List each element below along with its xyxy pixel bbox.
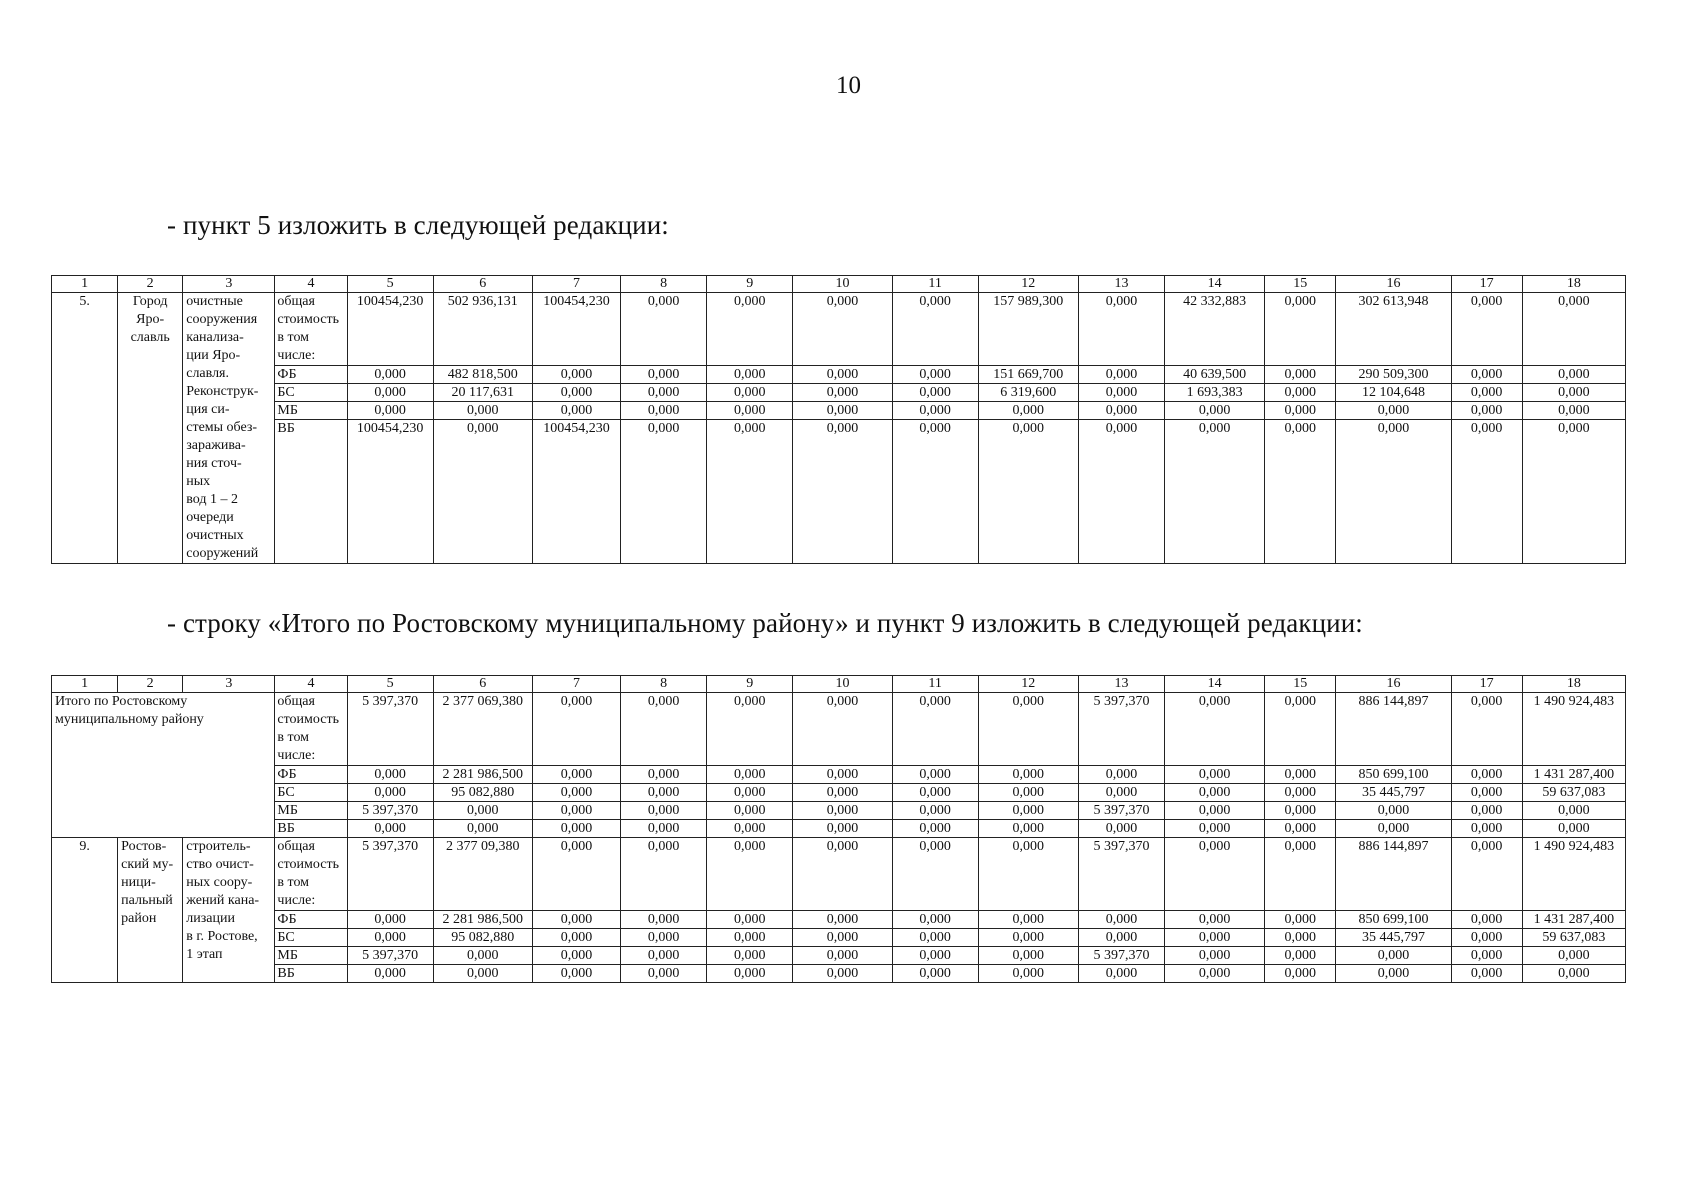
value-cell: 0,000 — [532, 384, 620, 402]
column-number-cell: 17 — [1451, 276, 1522, 293]
funding-source-label: МБ — [275, 947, 347, 965]
column-number-cell: 17 — [1451, 676, 1522, 693]
column-number-cell: 12 — [978, 276, 1078, 293]
value-cell: 0,000 — [892, 366, 978, 384]
value-cell: 0,000 — [892, 802, 978, 820]
column-number-cell: 9 — [707, 676, 793, 693]
value-cell: 0,000 — [532, 693, 620, 766]
funding-source-label: МБ — [275, 802, 347, 820]
value-cell: 0,000 — [1265, 838, 1336, 911]
value-cell: 1 693,383 — [1165, 384, 1265, 402]
value-cell: 0,000 — [1265, 693, 1336, 766]
column-number-cell: 1 — [52, 276, 118, 293]
column-number-cell: 18 — [1522, 276, 1625, 293]
column-number-cell: 11 — [892, 676, 978, 693]
value-cell: 482 818,500 — [433, 366, 532, 384]
value-cell: 0,000 — [1265, 929, 1336, 947]
column-number-cell: 3 — [183, 276, 275, 293]
value-cell: 0,000 — [793, 384, 892, 402]
value-cell: 0,000 — [707, 766, 793, 784]
value-cell: 0,000 — [347, 965, 433, 983]
column-number-cell: 10 — [793, 276, 892, 293]
value-cell: 5 397,370 — [347, 802, 433, 820]
table-row — [52, 838, 1626, 911]
value-cell: 0,000 — [793, 929, 892, 947]
value-cell: 0,000 — [1451, 929, 1522, 947]
value-cell: 0,000 — [347, 766, 433, 784]
value-cell: 0,000 — [1451, 766, 1522, 784]
value-cell: 0,000 — [892, 693, 978, 766]
value-cell: 20 117,631 — [433, 384, 532, 402]
value-cell: 35 445,797 — [1336, 784, 1451, 802]
value-cell: 0,000 — [1165, 766, 1265, 784]
value-cell: 5 397,370 — [1078, 947, 1164, 965]
value-cell: 0,000 — [707, 802, 793, 820]
value-cell: 0,000 — [1336, 965, 1451, 983]
column-number-cell: 2 — [118, 276, 183, 293]
column-number-cell: 9 — [707, 276, 793, 293]
column-number-cell: 18 — [1522, 676, 1625, 693]
value-cell: 0,000 — [978, 929, 1078, 947]
value-cell: 0,000 — [1078, 965, 1164, 983]
value-cell: 0,000 — [1078, 366, 1164, 384]
value-cell: 5 397,370 — [347, 947, 433, 965]
value-cell: 0,000 — [978, 947, 1078, 965]
value-cell: 0,000 — [1265, 911, 1336, 929]
value-cell: 0,000 — [793, 947, 892, 965]
value-cell: 0,000 — [532, 766, 620, 784]
column-number-cell: 15 — [1265, 276, 1336, 293]
value-cell: 0,000 — [793, 420, 892, 564]
value-cell: 0,000 — [1451, 366, 1522, 384]
table-row — [52, 693, 1626, 766]
value-cell: 0,000 — [532, 947, 620, 965]
value-cell: 1 490 924,483 — [1522, 838, 1625, 911]
value-cell: 850 699,100 — [1336, 766, 1451, 784]
heading-item-5: - пункт 5 изложить в следующей редакции: — [167, 210, 669, 240]
column-number-cell: 8 — [621, 676, 707, 693]
column-number-cell: 16 — [1336, 676, 1451, 693]
column-number-cell: 4 — [275, 276, 347, 293]
value-cell: 0,000 — [892, 402, 978, 420]
funding-source-label: МБ — [275, 402, 347, 420]
value-cell: 0,000 — [1336, 420, 1451, 564]
value-cell: 0,000 — [347, 366, 433, 384]
table-row — [52, 402, 1626, 420]
value-cell: 0,000 — [1522, 947, 1625, 965]
value-cell: 0,000 — [621, 766, 707, 784]
value-cell: 2 281 986,500 — [433, 766, 532, 784]
value-cell: 886 144,897 — [1336, 693, 1451, 766]
column-number-cell: 1 — [52, 676, 118, 693]
value-cell: 0,000 — [978, 766, 1078, 784]
value-cell: 0,000 — [1336, 402, 1451, 420]
value-cell: 0,000 — [347, 402, 433, 420]
column-number-cell: 16 — [1336, 276, 1451, 293]
column-number-cell: 7 — [532, 276, 620, 293]
column-number-cell: 13 — [1078, 276, 1164, 293]
value-cell: 0,000 — [892, 784, 978, 802]
value-cell: 0,000 — [621, 402, 707, 420]
value-cell: 0,000 — [433, 965, 532, 983]
value-cell: 0,000 — [1078, 784, 1164, 802]
value-cell: 0,000 — [621, 784, 707, 802]
total-label: Итого по Ростовскому муниципальному району — [52, 693, 275, 838]
table-item-9 — [51, 675, 1626, 983]
column-number-cell: 4 — [275, 676, 347, 693]
value-cell: 0,000 — [978, 420, 1078, 564]
value-cell: 0,000 — [793, 402, 892, 420]
value-cell: 0,000 — [978, 911, 1078, 929]
table-row — [52, 947, 1626, 965]
value-cell: 0,000 — [892, 293, 978, 366]
value-cell: 302 613,948 — [1336, 293, 1451, 366]
table-row — [52, 784, 1626, 802]
value-cell: 157 989,300 — [978, 293, 1078, 366]
value-cell: 0,000 — [978, 693, 1078, 766]
value-cell: 0,000 — [793, 693, 892, 766]
value-cell: 42 332,883 — [1165, 293, 1265, 366]
value-cell: 100454,230 — [347, 420, 433, 564]
value-cell: 0,000 — [1078, 820, 1164, 838]
value-cell: 0,000 — [1451, 838, 1522, 911]
value-cell: 0,000 — [1451, 420, 1522, 564]
value-cell: 0,000 — [707, 366, 793, 384]
value-cell: 0,000 — [978, 784, 1078, 802]
value-cell: 5 397,370 — [1078, 802, 1164, 820]
value-cell: 0,000 — [892, 766, 978, 784]
column-number-row — [52, 676, 1626, 693]
object-name: очистные сооружения канализа- ции Яро- славля. Реконструк- ция си- стемы обез- заражива- ния сточ- ных вод 1 – 2 очереди очистных сооружений — [183, 293, 275, 564]
value-cell: 0,000 — [707, 947, 793, 965]
value-cell: 95 082,880 — [433, 784, 532, 802]
funding-source-label: ВБ — [275, 420, 347, 564]
value-cell: 0,000 — [1265, 420, 1336, 564]
table-row — [52, 293, 1626, 366]
value-cell: 0,000 — [1165, 420, 1265, 564]
value-cell: 0,000 — [621, 293, 707, 366]
column-number-cell: 3 — [183, 676, 275, 693]
value-cell: 0,000 — [1451, 802, 1522, 820]
value-cell: 59 637,083 — [1522, 784, 1625, 802]
value-cell: 0,000 — [892, 820, 978, 838]
value-cell: 0,000 — [1078, 293, 1164, 366]
value-cell: 0,000 — [1265, 802, 1336, 820]
item-number: 5. — [52, 293, 118, 564]
value-cell: 0,000 — [1451, 384, 1522, 402]
column-number-cell: 11 — [892, 276, 978, 293]
value-cell: 0,000 — [1165, 838, 1265, 911]
value-cell: 0,000 — [793, 766, 892, 784]
table-row — [52, 384, 1626, 402]
value-cell: 0,000 — [433, 947, 532, 965]
value-cell: 0,000 — [532, 820, 620, 838]
value-cell: 0,000 — [532, 838, 620, 911]
value-cell: 0,000 — [621, 420, 707, 564]
value-cell: 151 669,700 — [978, 366, 1078, 384]
value-cell: 0,000 — [1078, 384, 1164, 402]
value-cell: 0,000 — [1265, 293, 1336, 366]
value-cell: 5 397,370 — [1078, 693, 1164, 766]
value-cell: 0,000 — [1451, 820, 1522, 838]
funding-source-label: общая стоимость в том числе: — [275, 693, 347, 766]
value-cell: 5 397,370 — [1078, 838, 1164, 911]
value-cell: 0,000 — [978, 838, 1078, 911]
value-cell: 0,000 — [793, 820, 892, 838]
value-cell: 2 281 986,500 — [433, 911, 532, 929]
value-cell: 0,000 — [532, 929, 620, 947]
value-cell: 0,000 — [1265, 402, 1336, 420]
value-cell: 1 431 287,400 — [1522, 911, 1625, 929]
value-cell: 0,000 — [1522, 420, 1625, 564]
value-cell: 0,000 — [621, 838, 707, 911]
value-cell: 0,000 — [1165, 784, 1265, 802]
value-cell: 0,000 — [532, 402, 620, 420]
value-cell: 0,000 — [621, 693, 707, 766]
value-cell: 0,000 — [532, 965, 620, 983]
value-cell: 0,000 — [1165, 947, 1265, 965]
table-row — [52, 802, 1626, 820]
value-cell: 0,000 — [347, 911, 433, 929]
funding-source-label: ВБ — [275, 965, 347, 983]
value-cell: 0,000 — [892, 965, 978, 983]
page-number: 10 — [836, 72, 861, 99]
value-cell: 0,000 — [892, 420, 978, 564]
value-cell: 0,000 — [1265, 965, 1336, 983]
value-cell: 0,000 — [1451, 693, 1522, 766]
value-cell: 5 397,370 — [347, 693, 433, 766]
column-number-cell: 5 — [347, 276, 433, 293]
funding-source-label: ФБ — [275, 766, 347, 784]
value-cell: 0,000 — [621, 366, 707, 384]
value-cell: 0,000 — [978, 820, 1078, 838]
value-cell: 0,000 — [1522, 802, 1625, 820]
column-number-cell: 15 — [1265, 676, 1336, 693]
value-cell: 0,000 — [892, 947, 978, 965]
municipality-name: Ростов- ский му- ници- пальный район — [118, 838, 183, 983]
table-row — [52, 911, 1626, 929]
value-cell: 0,000 — [1336, 802, 1451, 820]
value-cell: 0,000 — [532, 802, 620, 820]
value-cell: 0,000 — [892, 929, 978, 947]
column-number-cell: 6 — [433, 276, 532, 293]
value-cell: 59 637,083 — [1522, 929, 1625, 947]
value-cell: 0,000 — [793, 784, 892, 802]
value-cell: 0,000 — [892, 384, 978, 402]
object-name: строитель- ство очист- ных соору- жений кана- лизации в г. Ростове, 1 этап — [183, 838, 275, 983]
column-number-cell: 10 — [793, 676, 892, 693]
value-cell: 886 144,897 — [1336, 838, 1451, 911]
value-cell: 0,000 — [707, 838, 793, 911]
column-number-cell: 13 — [1078, 676, 1164, 693]
column-number-cell: 7 — [532, 676, 620, 693]
value-cell: 0,000 — [1078, 402, 1164, 420]
value-cell: 2 377 069,380 — [433, 693, 532, 766]
value-cell: 0,000 — [1165, 911, 1265, 929]
value-cell: 0,000 — [621, 911, 707, 929]
value-cell: 0,000 — [1265, 947, 1336, 965]
value-cell: 0,000 — [707, 293, 793, 366]
value-cell: 0,000 — [433, 820, 532, 838]
value-cell: 6 319,600 — [978, 384, 1078, 402]
value-cell: 0,000 — [978, 802, 1078, 820]
value-cell: 0,000 — [707, 384, 793, 402]
value-cell: 0,000 — [1265, 366, 1336, 384]
value-cell: 0,000 — [1522, 384, 1625, 402]
column-number-cell: 2 — [118, 676, 183, 693]
value-cell: 0,000 — [1165, 929, 1265, 947]
value-cell: 0,000 — [793, 802, 892, 820]
value-cell: 0,000 — [1451, 947, 1522, 965]
funding-source-label: ФБ — [275, 911, 347, 929]
column-number-cell: 5 — [347, 676, 433, 693]
value-cell: 0,000 — [1265, 766, 1336, 784]
value-cell: 0,000 — [793, 366, 892, 384]
table-row — [52, 965, 1626, 983]
value-cell: 0,000 — [1451, 965, 1522, 983]
value-cell: 0,000 — [707, 402, 793, 420]
value-cell: 100454,230 — [347, 293, 433, 366]
table-row — [52, 766, 1626, 784]
value-cell: 0,000 — [1522, 293, 1625, 366]
value-cell: 0,000 — [1165, 965, 1265, 983]
value-cell: 0,000 — [1078, 929, 1164, 947]
value-cell: 0,000 — [621, 820, 707, 838]
value-cell: 0,000 — [1265, 784, 1336, 802]
value-cell: 0,000 — [707, 929, 793, 947]
value-cell: 0,000 — [347, 929, 433, 947]
value-cell: 0,000 — [978, 965, 1078, 983]
value-cell: 0,000 — [621, 384, 707, 402]
column-number-cell: 8 — [621, 276, 707, 293]
value-cell: 0,000 — [532, 366, 620, 384]
value-cell: 0,000 — [532, 911, 620, 929]
value-cell: 0,000 — [1451, 784, 1522, 802]
value-cell: 0,000 — [793, 838, 892, 911]
item-number: 9. — [52, 838, 118, 983]
value-cell: 0,000 — [1522, 820, 1625, 838]
value-cell: 0,000 — [532, 784, 620, 802]
value-cell: 35 445,797 — [1336, 929, 1451, 947]
value-cell: 0,000 — [621, 947, 707, 965]
value-cell: 2 377 09,380 — [433, 838, 532, 911]
table-row — [52, 820, 1626, 838]
value-cell: 0,000 — [1522, 402, 1625, 420]
value-cell: 0,000 — [433, 402, 532, 420]
value-cell: 1 490 924,483 — [1522, 693, 1625, 766]
value-cell: 0,000 — [1165, 693, 1265, 766]
heading-item-9: - строку «Итого по Ростовскому муниципальному району» и пункт 9 изложить в следующей редакции: — [167, 608, 1363, 638]
funding-source-label: ФБ — [275, 366, 347, 384]
value-cell: 0,000 — [1165, 802, 1265, 820]
value-cell: 0,000 — [1451, 402, 1522, 420]
value-cell: 0,000 — [707, 420, 793, 564]
value-cell: 290 509,300 — [1336, 366, 1451, 384]
value-cell: 0,000 — [433, 802, 532, 820]
column-number-cell: 12 — [978, 676, 1078, 693]
value-cell: 0,000 — [793, 965, 892, 983]
value-cell: 0,000 — [1078, 766, 1164, 784]
value-cell: 0,000 — [707, 820, 793, 838]
column-number-cell: 6 — [433, 676, 532, 693]
column-number-cell: 14 — [1165, 276, 1265, 293]
value-cell: 0,000 — [793, 911, 892, 929]
funding-source-label: общая стоимость в том числе: — [275, 293, 347, 366]
value-cell: 0,000 — [707, 784, 793, 802]
funding-source-label: БС — [275, 384, 347, 402]
value-cell: 0,000 — [1165, 820, 1265, 838]
funding-source-label: БС — [275, 784, 347, 802]
municipality-name: Город Яро- славль — [118, 293, 183, 564]
value-cell: 0,000 — [347, 384, 433, 402]
column-number-row — [52, 276, 1626, 293]
funding-source-label: общая стоимость в том числе: — [275, 838, 347, 911]
value-cell: 0,000 — [1078, 911, 1164, 929]
value-cell: 0,000 — [707, 693, 793, 766]
value-cell: 0,000 — [621, 965, 707, 983]
value-cell: 0,000 — [1078, 420, 1164, 564]
value-cell: 0,000 — [347, 820, 433, 838]
value-cell: 850 699,100 — [1336, 911, 1451, 929]
value-cell: 0,000 — [1451, 293, 1522, 366]
table-row — [52, 929, 1626, 947]
value-cell: 0,000 — [1522, 366, 1625, 384]
value-cell: 0,000 — [707, 911, 793, 929]
value-cell: 0,000 — [978, 402, 1078, 420]
value-cell: 0,000 — [621, 929, 707, 947]
value-cell: 0,000 — [621, 802, 707, 820]
value-cell: 0,000 — [707, 965, 793, 983]
table-item-5 — [51, 275, 1626, 564]
value-cell: 502 936,131 — [433, 293, 532, 366]
value-cell: 0,000 — [1165, 402, 1265, 420]
value-cell: 1 431 287,400 — [1522, 766, 1625, 784]
value-cell: 0,000 — [433, 420, 532, 564]
value-cell: 95 082,880 — [433, 929, 532, 947]
value-cell: 0,000 — [892, 838, 978, 911]
value-cell: 0,000 — [793, 293, 892, 366]
value-cell: 40 639,500 — [1165, 366, 1265, 384]
value-cell: 0,000 — [1336, 820, 1451, 838]
value-cell: 100454,230 — [532, 420, 620, 564]
value-cell: 100454,230 — [532, 293, 620, 366]
value-cell: 0,000 — [1265, 820, 1336, 838]
value-cell: 0,000 — [1336, 947, 1451, 965]
value-cell: 0,000 — [347, 784, 433, 802]
value-cell: 5 397,370 — [347, 838, 433, 911]
value-cell: 0,000 — [1522, 965, 1625, 983]
value-cell: 12 104,648 — [1336, 384, 1451, 402]
funding-source-label: БС — [275, 929, 347, 947]
value-cell: 0,000 — [1451, 911, 1522, 929]
funding-source-label: ВБ — [275, 820, 347, 838]
value-cell: 0,000 — [892, 911, 978, 929]
table-row — [52, 366, 1626, 384]
table-row — [52, 420, 1626, 564]
column-number-cell: 14 — [1165, 676, 1265, 693]
value-cell: 0,000 — [1265, 384, 1336, 402]
